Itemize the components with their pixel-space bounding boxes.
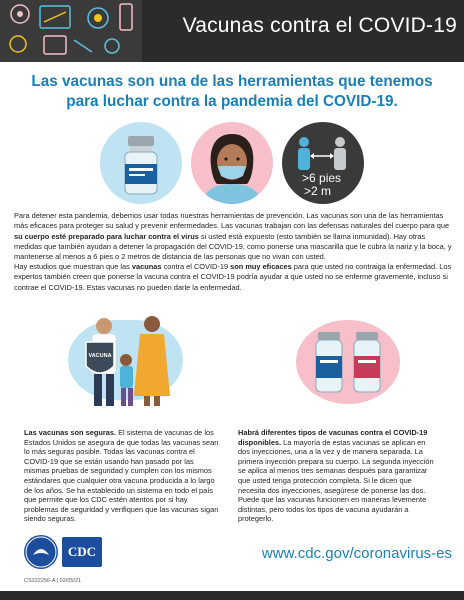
vials-icon	[296, 320, 400, 404]
shield-label: VACUNA	[88, 353, 112, 359]
footer-logos	[24, 535, 102, 571]
hhs-eagle-icon	[24, 535, 58, 569]
vial-icon	[100, 122, 182, 204]
person-with-mask-illustration	[191, 122, 273, 204]
headline: Las vacunas son una de las herramientas que tenemos para luchar contra la pandemia del COVID-19.	[31, 73, 433, 110]
virus-science-icon	[0, 0, 142, 62]
footer-bar	[0, 591, 464, 600]
social-distance-illustration	[282, 122, 364, 204]
intro-p2-text-a: Hay estudios que muestran que las	[14, 262, 132, 271]
family-illustration	[70, 308, 180, 410]
intro-paragraph-1	[14, 211, 452, 262]
family-with-shield-icon	[70, 308, 180, 410]
distance-feet-label: >6 pies	[302, 171, 342, 185]
vaccine-vial-illustration	[100, 122, 182, 204]
page-title: Vacunas contra el COVID-19	[182, 14, 457, 37]
intro-p2-text-e: para que usted no contraiga la enfermedad. Los expertos también creen que ponerse la vacuna contra el COVID-19 podría ayudar a que usted no se enferme gravemente, incluso si contrae el COVID-19. Estas vacunas no pueden darle la enfermedad.	[14, 262, 452, 292]
header-illustration	[0, 0, 142, 62]
intro-p1-text-a: Para detener esta pandemia, debemos usar todas nuestras herramientas de prevención. Las vacunas son una de las herramientas más eficaces para proteger su salud y prevenir enfermedades. Las vacunas trabajan con las defensas naturales del cuerpo para que	[14, 211, 450, 231]
intro-p1-text-c: si usted está expuesto (esto también se llama inmunidad). Hay otras medidas que también ayudan a detener la propagación del COVID-19, como ponerse una mascarilla que le cubra la nariz y la boca, y mantenerse al menos a 6 pies o 2 metros de distancia de las personas que no vivan con usted.	[14, 231, 452, 262]
intro-p2-bold-eficaces: son muy eficaces	[230, 262, 292, 271]
cdc-logo	[62, 537, 102, 567]
safety-column	[24, 428, 220, 524]
vaccine-types-column	[238, 428, 434, 524]
vaccine-types-heading: Habrá diferentes tipos de vacunas contra el COVID-19 disponibles.	[238, 428, 428, 447]
cdc-logo-text: CDC	[67, 544, 97, 559]
website-url[interactable]: www.cdc.gov/coronavirus-es	[261, 545, 452, 562]
hhs-seal-logo	[24, 535, 58, 569]
safety-heading: Las vacunas son seguras.	[24, 428, 117, 437]
document-code: CS322256-A | 02/05/21	[24, 578, 82, 584]
vaccine-types-text: La mayoría de estas vacunas se aplican en dos inyecciones, una a la vez y de manera separada. La primera inyección prepara su cuerpo. La segunda inyección se aplica al menos tres semanas después para garantizar que usted tenga protección completa. Si le dicen que necesita dos inyecciones, asegúrese de ponerse las dos. Puede que las vacunas funcionen en maneras levemente distintas, pero todos los tipos de vacuna ayudarán a protegerlo.	[238, 437, 434, 524]
two-vials-illustration	[296, 320, 400, 404]
safety-text: El sistema de vacunas de los Estados Unidos se asegura de que todas las vacunas sean lo más seguras posible. Todas las vacunas contra el COVID-19 que se están usando han pasado por las mismas pruebas de seguridad y cumplen con los mismos estándares que cualquier otra vacuna producida a lo largo de los años. Se ha establecido un sistema en todo el país que permite que los CDC estén atentos por si hay problemas de seguridad y verifiquen que las vacunas sigan siendo seguras.	[24, 428, 219, 524]
intro-p2-text-c: contra el COVID-19	[161, 262, 231, 271]
intro-paragraph-2	[14, 262, 452, 293]
intro-p1-bold: su cuerpo esté preparado para luchar contra el virus	[14, 231, 199, 241]
intro-p2-bold-vacunas: vacunas	[131, 262, 162, 271]
masked-face-icon	[191, 122, 273, 204]
header-bar	[0, 0, 464, 62]
distance-meters-label: >2 m	[304, 184, 332, 198]
